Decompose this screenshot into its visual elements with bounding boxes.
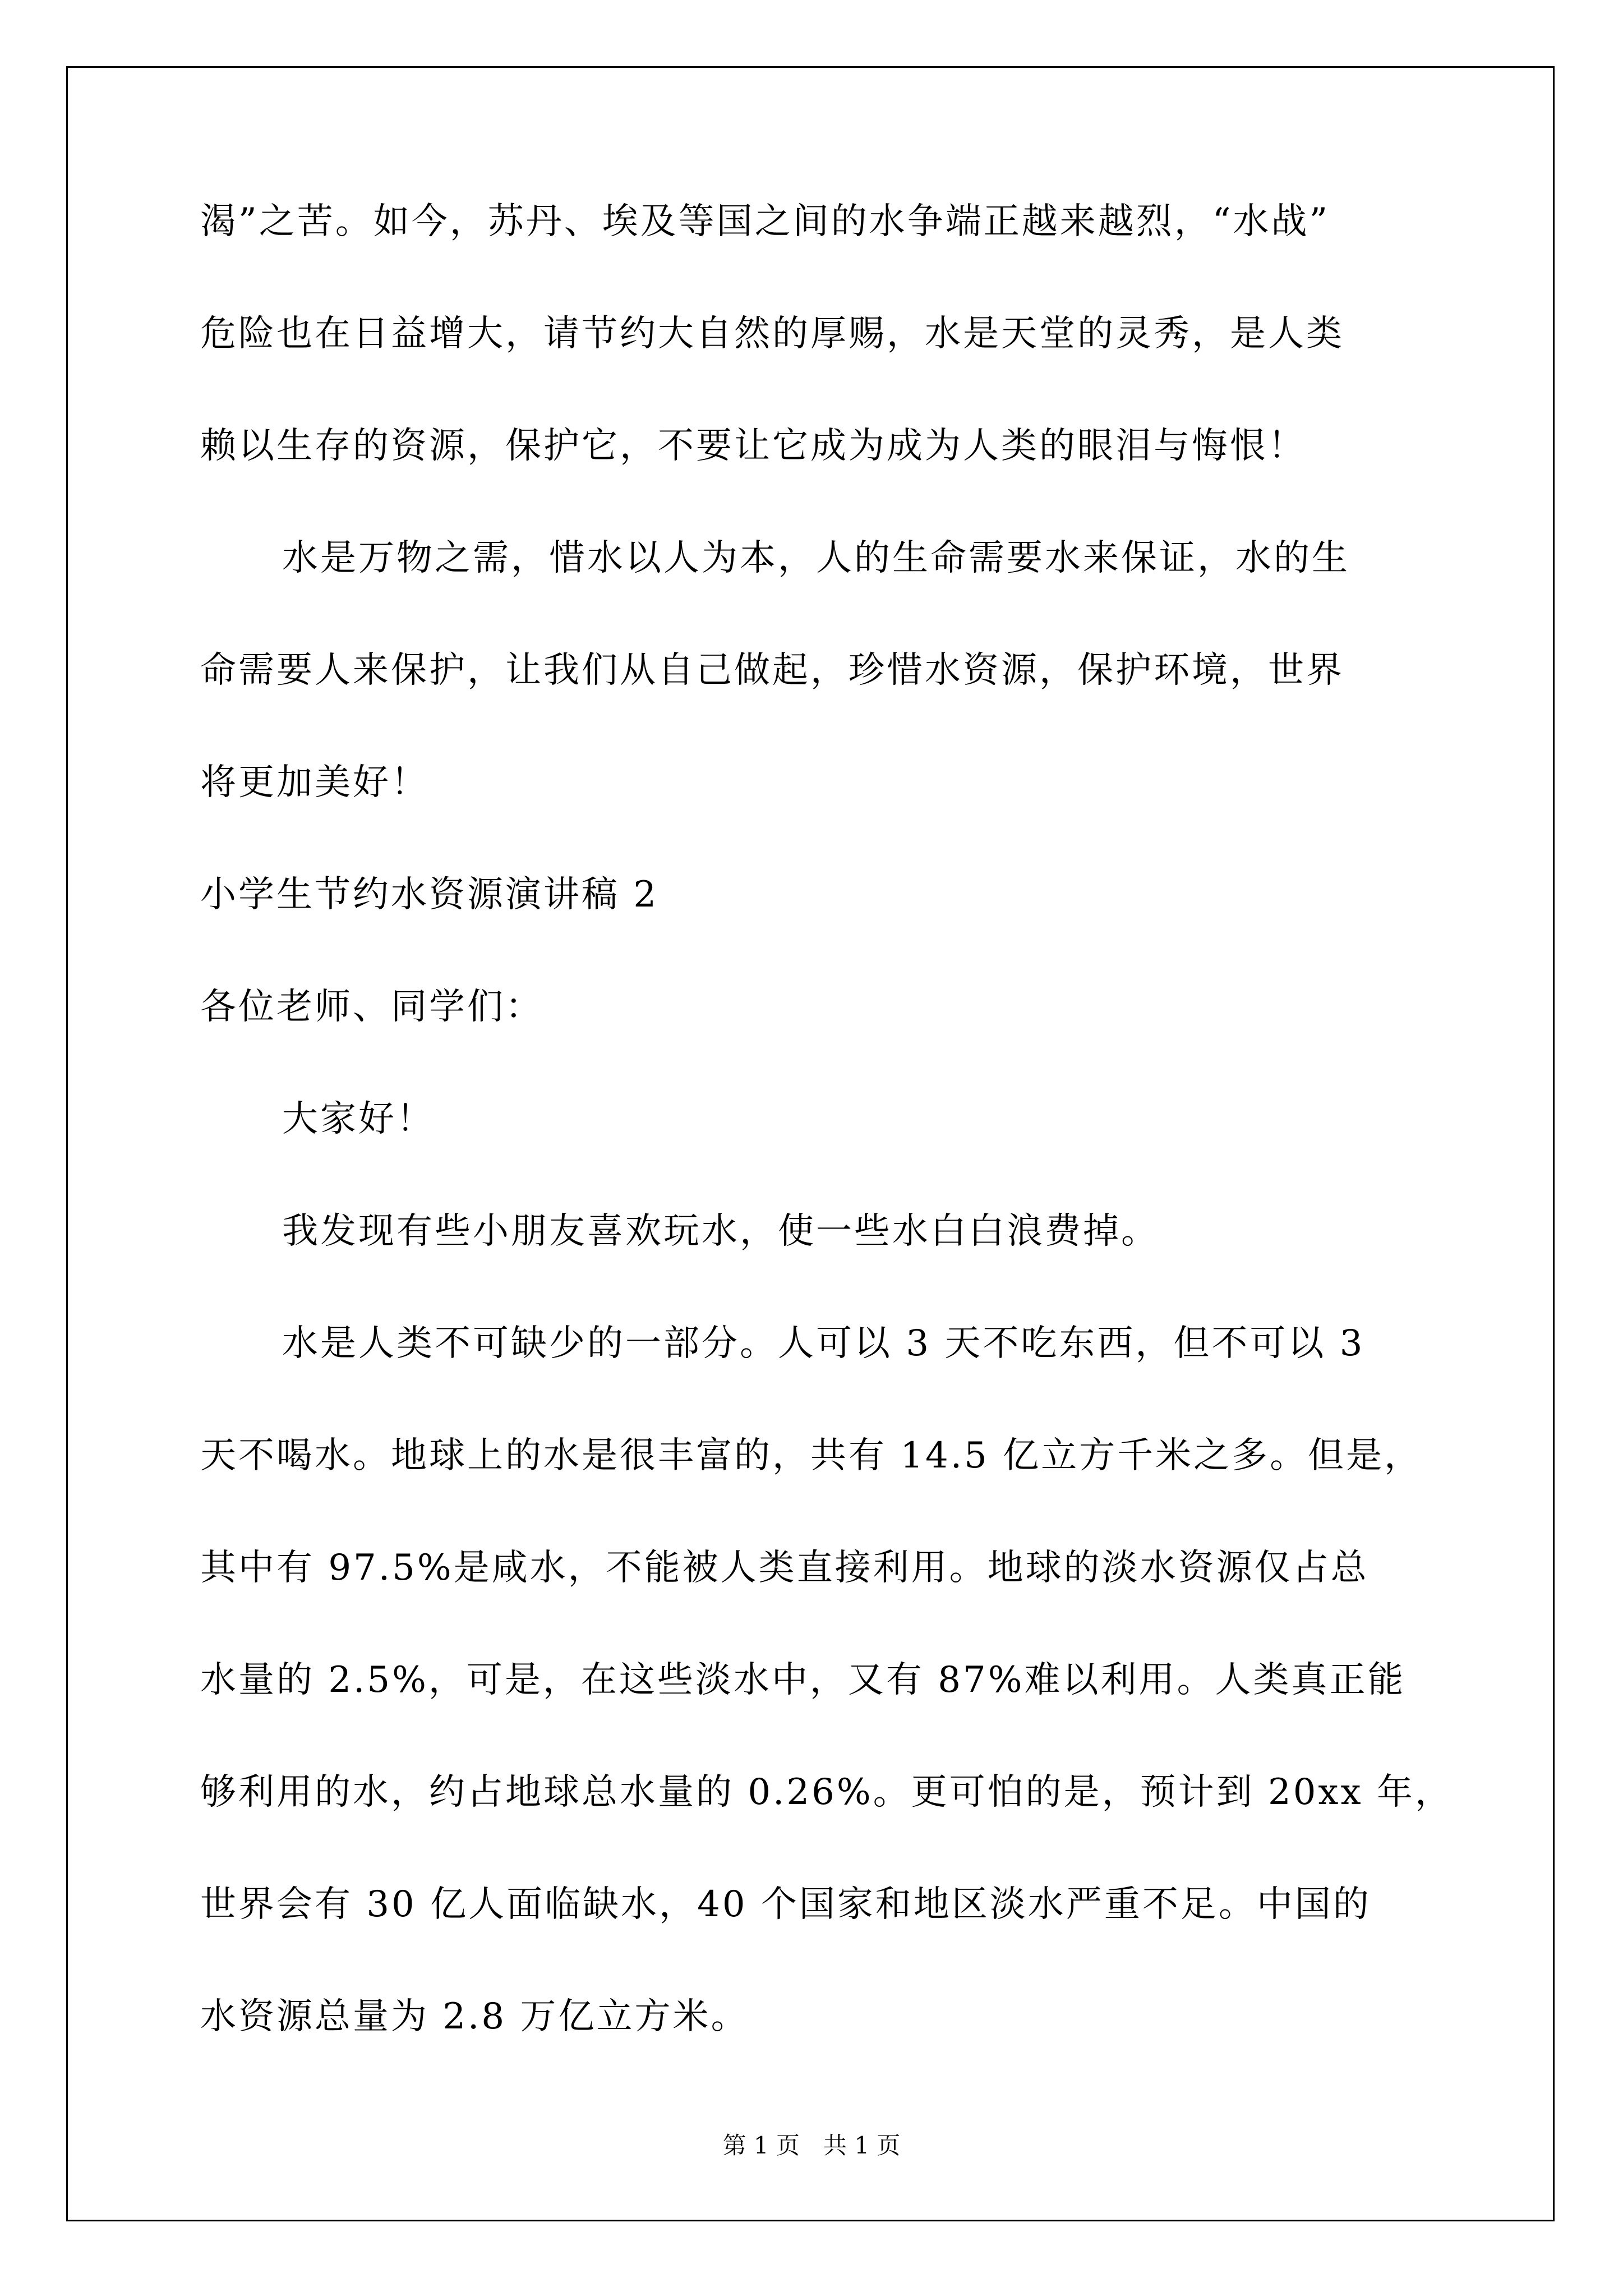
text-line: 将更加美好！ — [200, 762, 429, 803]
salutation: 各位老师、同学们： — [200, 986, 543, 1028]
greeting: 大家好！ — [282, 1098, 435, 1140]
paragraph-start-line: 我发现有些小朋友喜欢玩水，使一些水白白浪费掉。 — [282, 1211, 1159, 1252]
text-line: 够利用的水，约占地球总水量的 0.26%。更可怕的是，预计到 20xx 年， — [200, 1772, 1453, 1813]
text-line: 其中有 97.5%是咸水，不能被人类直接利用。地球的淡水资源仅占总 — [200, 1547, 1369, 1589]
text-line: 命需要人来保护，让我们从自己做起，珍惜水资源，保护环境，世界 — [200, 650, 1344, 691]
text-line: 危险也在日益增大，请节约大自然的厚赐，水是天堂的灵秀，是人类 — [200, 313, 1344, 355]
text-line: 赖以生存的资源，保护它，不要让它成为成为人类的眼泪与悔恨！ — [200, 425, 1306, 467]
paragraph-start-line: 水是人类不可缺少的一部分。人可以 3 天不吃东西，但不可以 3 — [282, 1323, 1365, 1364]
text-line: 渴”之苦。如今，苏丹、埃及等国之间的水争端正越来越烈，“水战” — [200, 201, 1330, 242]
text-line: 水量的 2.5%，可是，在这些淡水中，又有 87%难以利用。人类真正能 — [200, 1659, 1406, 1701]
text-line: 天不喝水。地球上的水是很丰富的，共有 14.5 亿立方千米之多。但是， — [200, 1435, 1423, 1476]
page-footer: 第 1 页 共 1 页 — [722, 2132, 901, 2159]
section-title: 小学生节约水资源演讲稿 2 — [200, 874, 659, 915]
text-line: 世界会有 30 亿人面临缺水，40 个国家和地区淡水严重不足。中国的 — [200, 1884, 1371, 1925]
text-line: 水资源总量为 2.8 万亿立方米。 — [200, 1996, 749, 2037]
paragraph-start-line: 水是万物之需，惜水以人为本，人的生命需要水来保证，水的生 — [282, 537, 1350, 579]
